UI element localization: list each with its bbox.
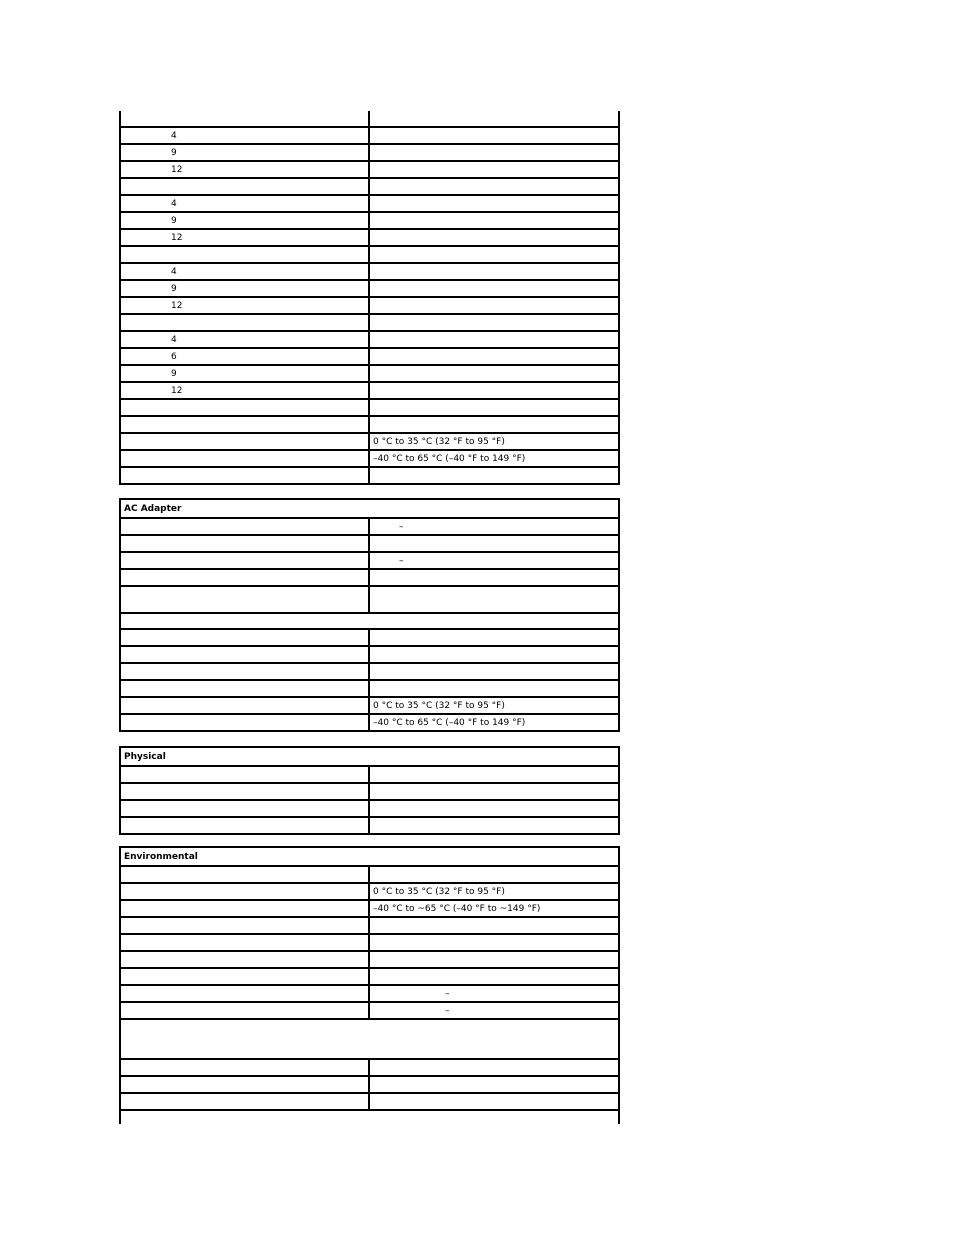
row-value — [370, 918, 618, 933]
row-label — [121, 434, 370, 449]
row-value — [370, 630, 618, 645]
table-row — [121, 662, 618, 679]
row-label — [121, 553, 370, 568]
table-row — [121, 330, 618, 347]
row-label — [121, 681, 370, 696]
row-label: 4 — [121, 264, 370, 279]
physical-table — [119, 746, 620, 835]
row-value — [370, 468, 618, 483]
table-row — [121, 696, 618, 713]
row-label — [121, 1094, 370, 1109]
table-row — [121, 432, 618, 449]
table-row — [121, 865, 618, 882]
row-label — [121, 587, 370, 612]
row-label — [121, 1077, 370, 1092]
table-row — [121, 449, 618, 466]
storage-temperature-value: –40 °C to 65 °C (–40 °F to 149 °F) — [373, 717, 526, 728]
row-label — [121, 1020, 618, 1058]
table-row — [121, 245, 618, 262]
ac-adapter-table — [119, 498, 620, 732]
table-row — [121, 466, 618, 483]
row-value — [370, 417, 618, 432]
row-value — [370, 230, 618, 245]
row-label — [121, 614, 618, 628]
row-label — [121, 801, 370, 816]
table-row — [121, 177, 618, 194]
row-label — [121, 918, 370, 933]
row-label — [121, 536, 370, 551]
row-value — [370, 247, 618, 262]
row-label — [121, 400, 370, 415]
row-label — [121, 451, 370, 466]
row-label — [121, 1003, 370, 1018]
storage-temperature-value: –40 °C to 65 °C (–40 °F to 149 °F) — [373, 453, 526, 464]
row-label — [121, 901, 370, 916]
row-label — [121, 417, 370, 432]
table-row — [121, 967, 618, 984]
row-value — [370, 128, 618, 143]
table-row — [121, 1109, 618, 1121]
section-title: Physical — [124, 751, 166, 762]
table-row — [121, 933, 618, 950]
table-row — [121, 279, 618, 296]
table-row — [121, 398, 618, 415]
row-value — [370, 935, 618, 950]
row-value — [370, 298, 618, 313]
row-label — [121, 952, 370, 967]
table-row — [121, 126, 618, 143]
row-value: – — [399, 521, 404, 532]
table-row — [121, 916, 618, 933]
storage-temperature-value: –40 °C to ~65 °C (–40 °F to ~149 °F) — [373, 903, 541, 914]
table-row — [121, 1092, 618, 1109]
row-value: – — [399, 555, 404, 566]
table-header-row — [121, 500, 618, 517]
row-label — [121, 315, 370, 330]
table-row — [121, 415, 618, 432]
table-row — [121, 211, 618, 228]
row-value — [370, 952, 618, 967]
table-row — [121, 534, 618, 551]
row-value — [370, 784, 618, 799]
row-value — [370, 801, 618, 816]
row-label: 9 — [121, 145, 370, 160]
row-value: – — [445, 1005, 450, 1016]
row-label — [121, 884, 370, 899]
table-row — [121, 111, 618, 126]
table-row — [121, 816, 618, 833]
row-label — [121, 519, 370, 534]
operating-temperature-value: 0 °C to 35 °C (32 °F to 95 °F) — [373, 886, 505, 897]
row-value — [370, 281, 618, 296]
row-value — [370, 818, 618, 833]
table-header-row — [121, 848, 618, 865]
row-label — [121, 247, 370, 262]
row-label — [121, 867, 370, 882]
row-value — [370, 162, 618, 177]
row-label — [121, 111, 370, 126]
row-value — [370, 111, 618, 126]
table-row — [121, 160, 618, 177]
row-label — [121, 179, 370, 194]
row-label — [121, 570, 370, 585]
row-value — [370, 349, 618, 364]
row-label — [121, 647, 370, 662]
row-label: 12 — [121, 383, 370, 398]
row-value — [370, 647, 618, 662]
row-label — [121, 715, 370, 730]
row-label: 9 — [121, 281, 370, 296]
row-label — [121, 468, 370, 483]
row-value — [370, 332, 618, 347]
table-row — [121, 568, 618, 585]
row-value — [370, 587, 618, 612]
row-label — [121, 698, 370, 713]
table-row — [121, 782, 618, 799]
row-value — [370, 867, 618, 882]
row-label: 12 — [121, 162, 370, 177]
row-value — [370, 145, 618, 160]
table-row — [121, 899, 618, 916]
table-row — [121, 194, 618, 211]
row-label: 6 — [121, 349, 370, 364]
row-value — [370, 1094, 618, 1109]
table-row — [121, 1001, 618, 1018]
row-value — [370, 366, 618, 381]
row-label — [121, 1060, 370, 1075]
section-title: Environmental — [124, 851, 198, 862]
row-value — [370, 264, 618, 279]
row-value — [370, 400, 618, 415]
table-row — [121, 313, 618, 330]
row-label: 12 — [121, 298, 370, 313]
operating-temperature-value: 0 °C to 35 °C (32 °F to 95 °F) — [373, 700, 505, 711]
table-row — [121, 799, 618, 816]
row-value — [370, 570, 618, 585]
table-row — [121, 628, 618, 645]
table-row — [121, 1075, 618, 1092]
row-value — [370, 969, 618, 984]
row-value — [370, 1060, 618, 1075]
row-label — [121, 630, 370, 645]
row-label — [121, 664, 370, 679]
table-row — [121, 612, 618, 628]
row-value — [370, 213, 618, 228]
row-label — [121, 784, 370, 799]
row-value — [370, 664, 618, 679]
table-row — [121, 765, 618, 782]
row-value — [370, 767, 618, 782]
table-row — [121, 950, 618, 967]
table-row — [121, 1018, 618, 1058]
table-row — [121, 551, 618, 568]
table-row — [121, 143, 618, 160]
table-row — [121, 517, 618, 534]
table-row — [121, 882, 618, 899]
row-value: – — [445, 988, 450, 999]
row-label: 9 — [121, 213, 370, 228]
row-label — [121, 818, 370, 833]
table-row — [121, 296, 618, 313]
row-value — [370, 196, 618, 211]
row-value — [370, 315, 618, 330]
battery-table — [119, 111, 620, 485]
row-label: 4 — [121, 128, 370, 143]
table-row — [121, 585, 618, 612]
table-row — [121, 364, 618, 381]
row-value — [370, 681, 618, 696]
row-label: 4 — [121, 196, 370, 211]
environmental-table — [119, 846, 620, 1124]
table-row — [121, 1058, 618, 1075]
table-row — [121, 381, 618, 398]
row-value — [370, 383, 618, 398]
operating-temperature-value: 0 °C to 35 °C (32 °F to 95 °F) — [373, 436, 505, 447]
row-value — [370, 179, 618, 194]
row-label: 12 — [121, 230, 370, 245]
row-label — [121, 767, 370, 782]
row-label — [121, 969, 370, 984]
row-label: 4 — [121, 332, 370, 347]
row-label: 9 — [121, 366, 370, 381]
section-title: AC Adapter — [124, 503, 182, 514]
table-row — [121, 679, 618, 696]
table-row — [121, 713, 618, 730]
table-row — [121, 347, 618, 364]
table-row — [121, 262, 618, 279]
row-value — [370, 536, 618, 551]
table-header-row — [121, 748, 618, 765]
row-value — [370, 1077, 618, 1092]
row-label — [121, 935, 370, 950]
table-row — [121, 984, 618, 1001]
row-label — [121, 1111, 618, 1121]
row-label — [121, 986, 370, 1001]
table-row — [121, 228, 618, 245]
table-row — [121, 645, 618, 662]
